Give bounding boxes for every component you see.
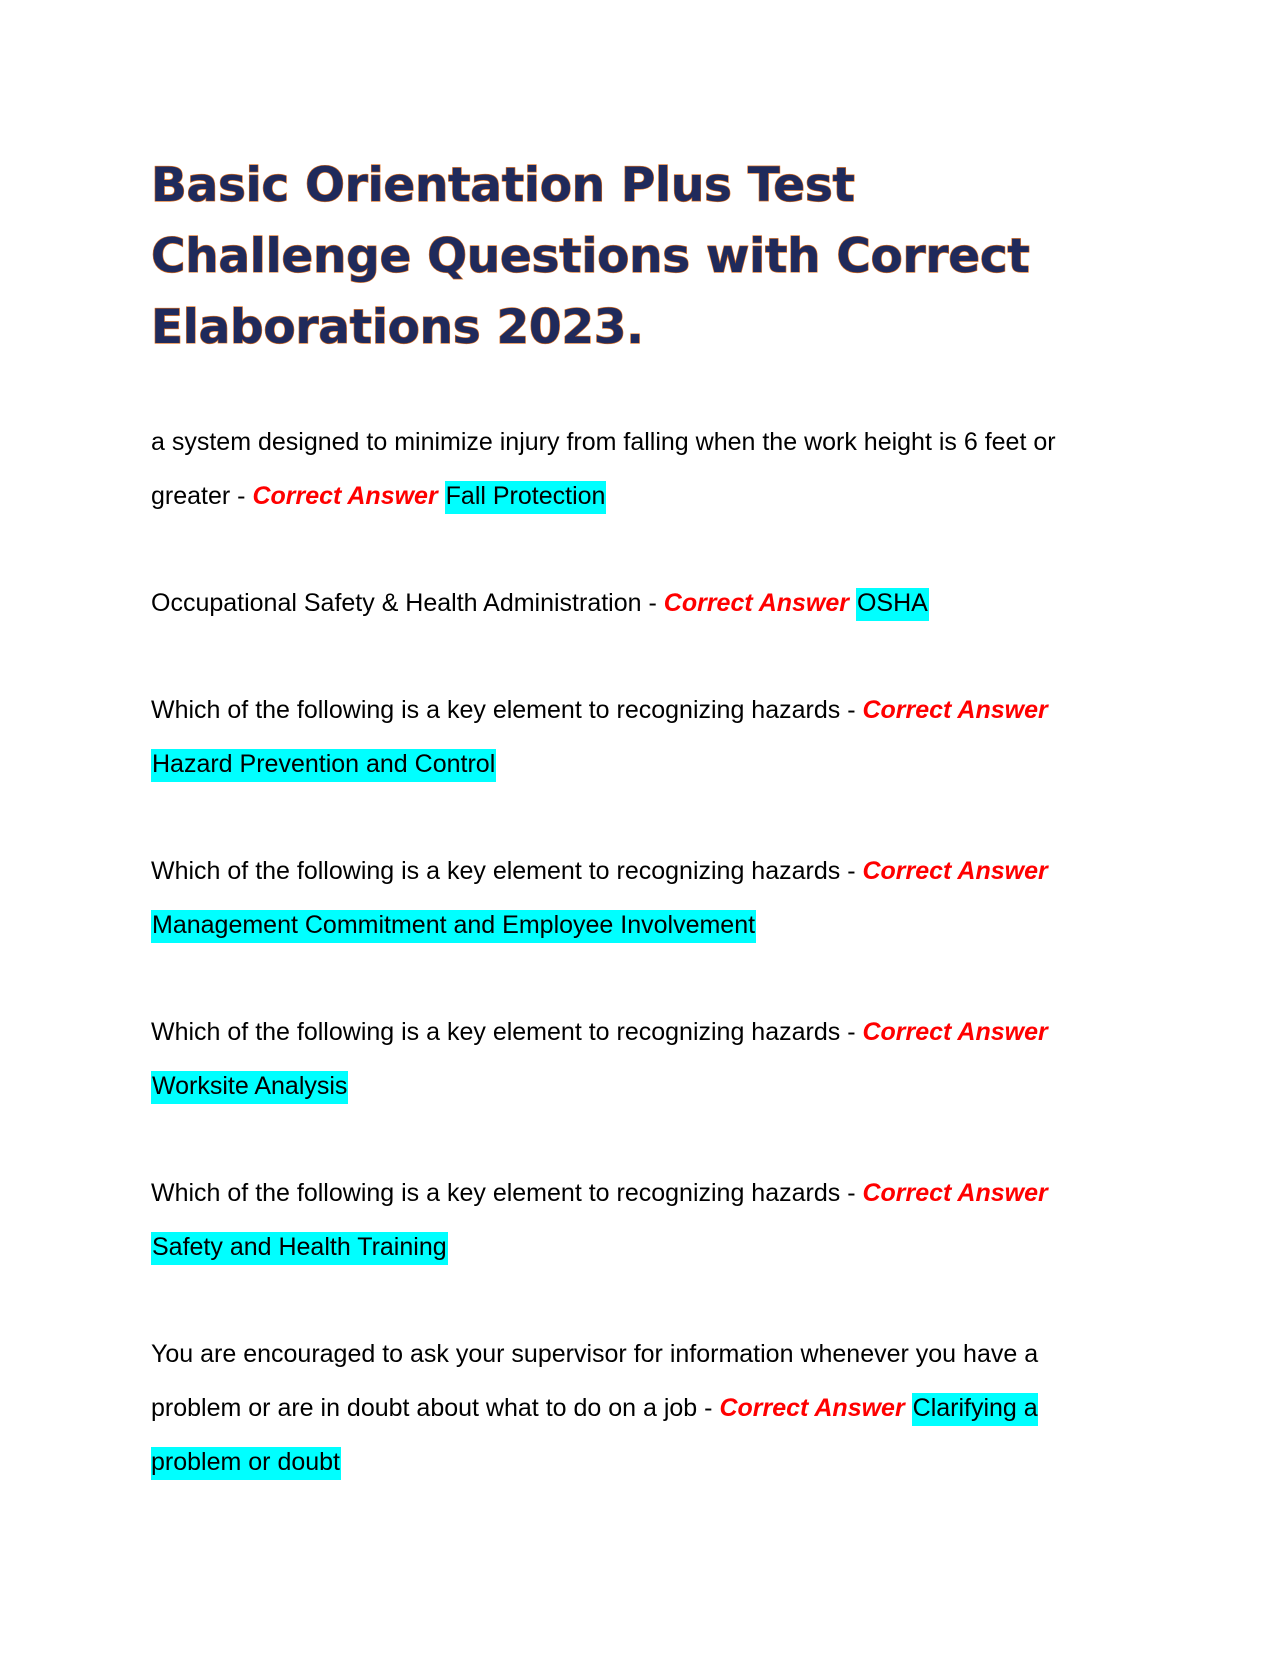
question-text: Which of the following is a key element to recognizing hazards [151,696,841,724]
qa-item: a system designed to minimize injury from falling when the work height is 6 feet or greater - Correct Answer Fall Protection [151,415,1111,523]
qa-item: Which of the following is a key element to recognizing hazards - Correct Answer Worksite Analysis [151,1005,1111,1113]
question-text: Which of the following is a key element to recognizing hazards [151,857,841,885]
answer-highlight: Worksite Analysis [151,1071,348,1104]
question-text: Which of the following is a key element to recognizing hazards [151,1018,841,1046]
answer-highlight: Safety and Health Training [151,1232,448,1265]
question-text: Occupational Safety & Health Administration [151,589,642,617]
question-text: Which of the following is a key element to recognizing hazards [151,1179,841,1207]
correct-answer-label: Correct Answer [862,696,1048,724]
correct-answer-label: Correct Answer [862,857,1048,885]
qa-item: Which of the following is a key element to recognizing hazards - Correct Answer Safety and Health Training [151,1166,1111,1274]
qa-list [151,415,1111,1489]
answer-highlight: OSHA [856,588,929,621]
answer-highlight: Hazard Prevention and Control [151,749,496,782]
answer-highlight: Fall Protection [445,481,607,514]
question-text: You are encouraged to ask your supervisor for information whenever you have a problem or are in doubt about what to do on a job [151,1340,1039,1422]
document-title: Basic Orientation Plus Test Challenge Questions with Correct Elaborations 2023. [151,158,1030,355]
correct-answer-label: Correct Answer [862,1018,1048,1046]
answer-highlight: Clarifying a problem or doubt [151,1393,1038,1480]
document-page [151,150,1111,1489]
correct-answer-label: Correct Answer [862,1179,1048,1207]
qa-item: Which of the following is a key element to recognizing hazards - Correct Answer Hazard Prevention and Control [151,683,1111,791]
answer-highlight: Management Commitment and Employee Involvement [151,910,756,943]
correct-answer-label: Correct Answer [719,1394,905,1422]
question-text: a system designed to minimize injury from falling when the work height is 6 feet or greater [151,428,1056,510]
correct-answer-label: Correct Answer [663,589,850,617]
qa-item: Which of the following is a key element to recognizing hazards - Correct Answer Management Commitment and Employee Involvement [151,844,1111,952]
qa-item: You are encouraged to ask your supervisor for information whenever you have a problem or are in doubt about what to do on a job - Correct Answer Clarifying a problem or doubt [151,1327,1111,1489]
qa-item: Occupational Safety & Health Administration - Correct Answer OSHA [151,576,1111,630]
correct-answer-label: Correct Answer [252,482,438,510]
